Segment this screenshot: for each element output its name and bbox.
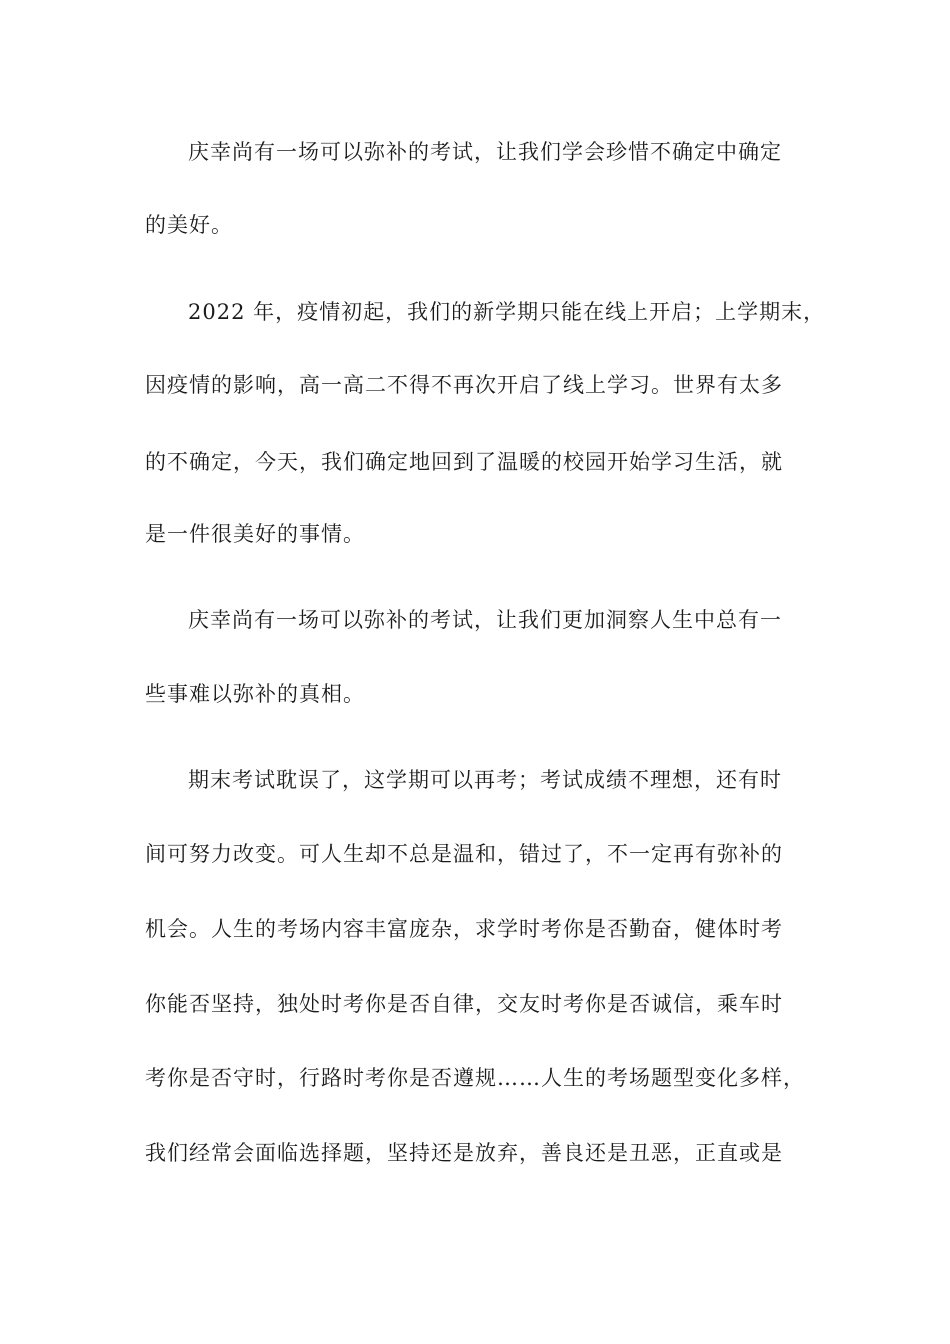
paragraph-4-line-2: 间可努力改变。可人生却不总是温和，错过了，不一定再有弥补的 <box>145 842 783 866</box>
paragraph-1-line-1: 庆幸尚有一场可以弥补的考试，让我们学会珍惜不确定中确定 <box>188 140 782 164</box>
paragraph-2-line-4: 是一件很美好的事情。 <box>145 522 365 546</box>
paragraph-4-line-4: 你能否坚持，独处时考你是否自律，交友时考你是否诚信，乘车时 <box>145 992 783 1016</box>
paragraph-3-line-2: 些事难以弥补的真相。 <box>145 682 365 706</box>
paragraph-1-line-2: 的美好。 <box>145 213 233 237</box>
paragraph-4-line-1: 期末考试耽误了，这学期可以再考；考试成绩不理想，还有时 <box>188 768 782 792</box>
paragraph-4-line-6: 我们经常会面临选择题，坚持还是放弃，善良还是丑恶，正直或是 <box>145 1141 783 1165</box>
paragraph-2-line-3: 的不确定，今天，我们确定地回到了温暖的校园开始学习生活，就 <box>145 450 783 474</box>
paragraph-4-line-5: 考你是否守时，行路时考你是否遵规……人生的考场题型变化多样， <box>145 1066 805 1090</box>
paragraph-3-line-1: 庆幸尚有一场可以弥补的考试，让我们更加洞察人生中总有一 <box>188 608 782 632</box>
paragraph-2-line-1: 2022 年，疫情初起，我们的新学期只能在线上开启；上学期末， <box>188 300 826 324</box>
paragraph-2-line-2: 因疫情的影响，高一高二不得不再次开启了线上学习。世界有太多 <box>145 373 783 397</box>
paragraph-4-line-3: 机会。人生的考场内容丰富庞杂，求学时考你是否勤奋，健体时考 <box>145 917 783 941</box>
